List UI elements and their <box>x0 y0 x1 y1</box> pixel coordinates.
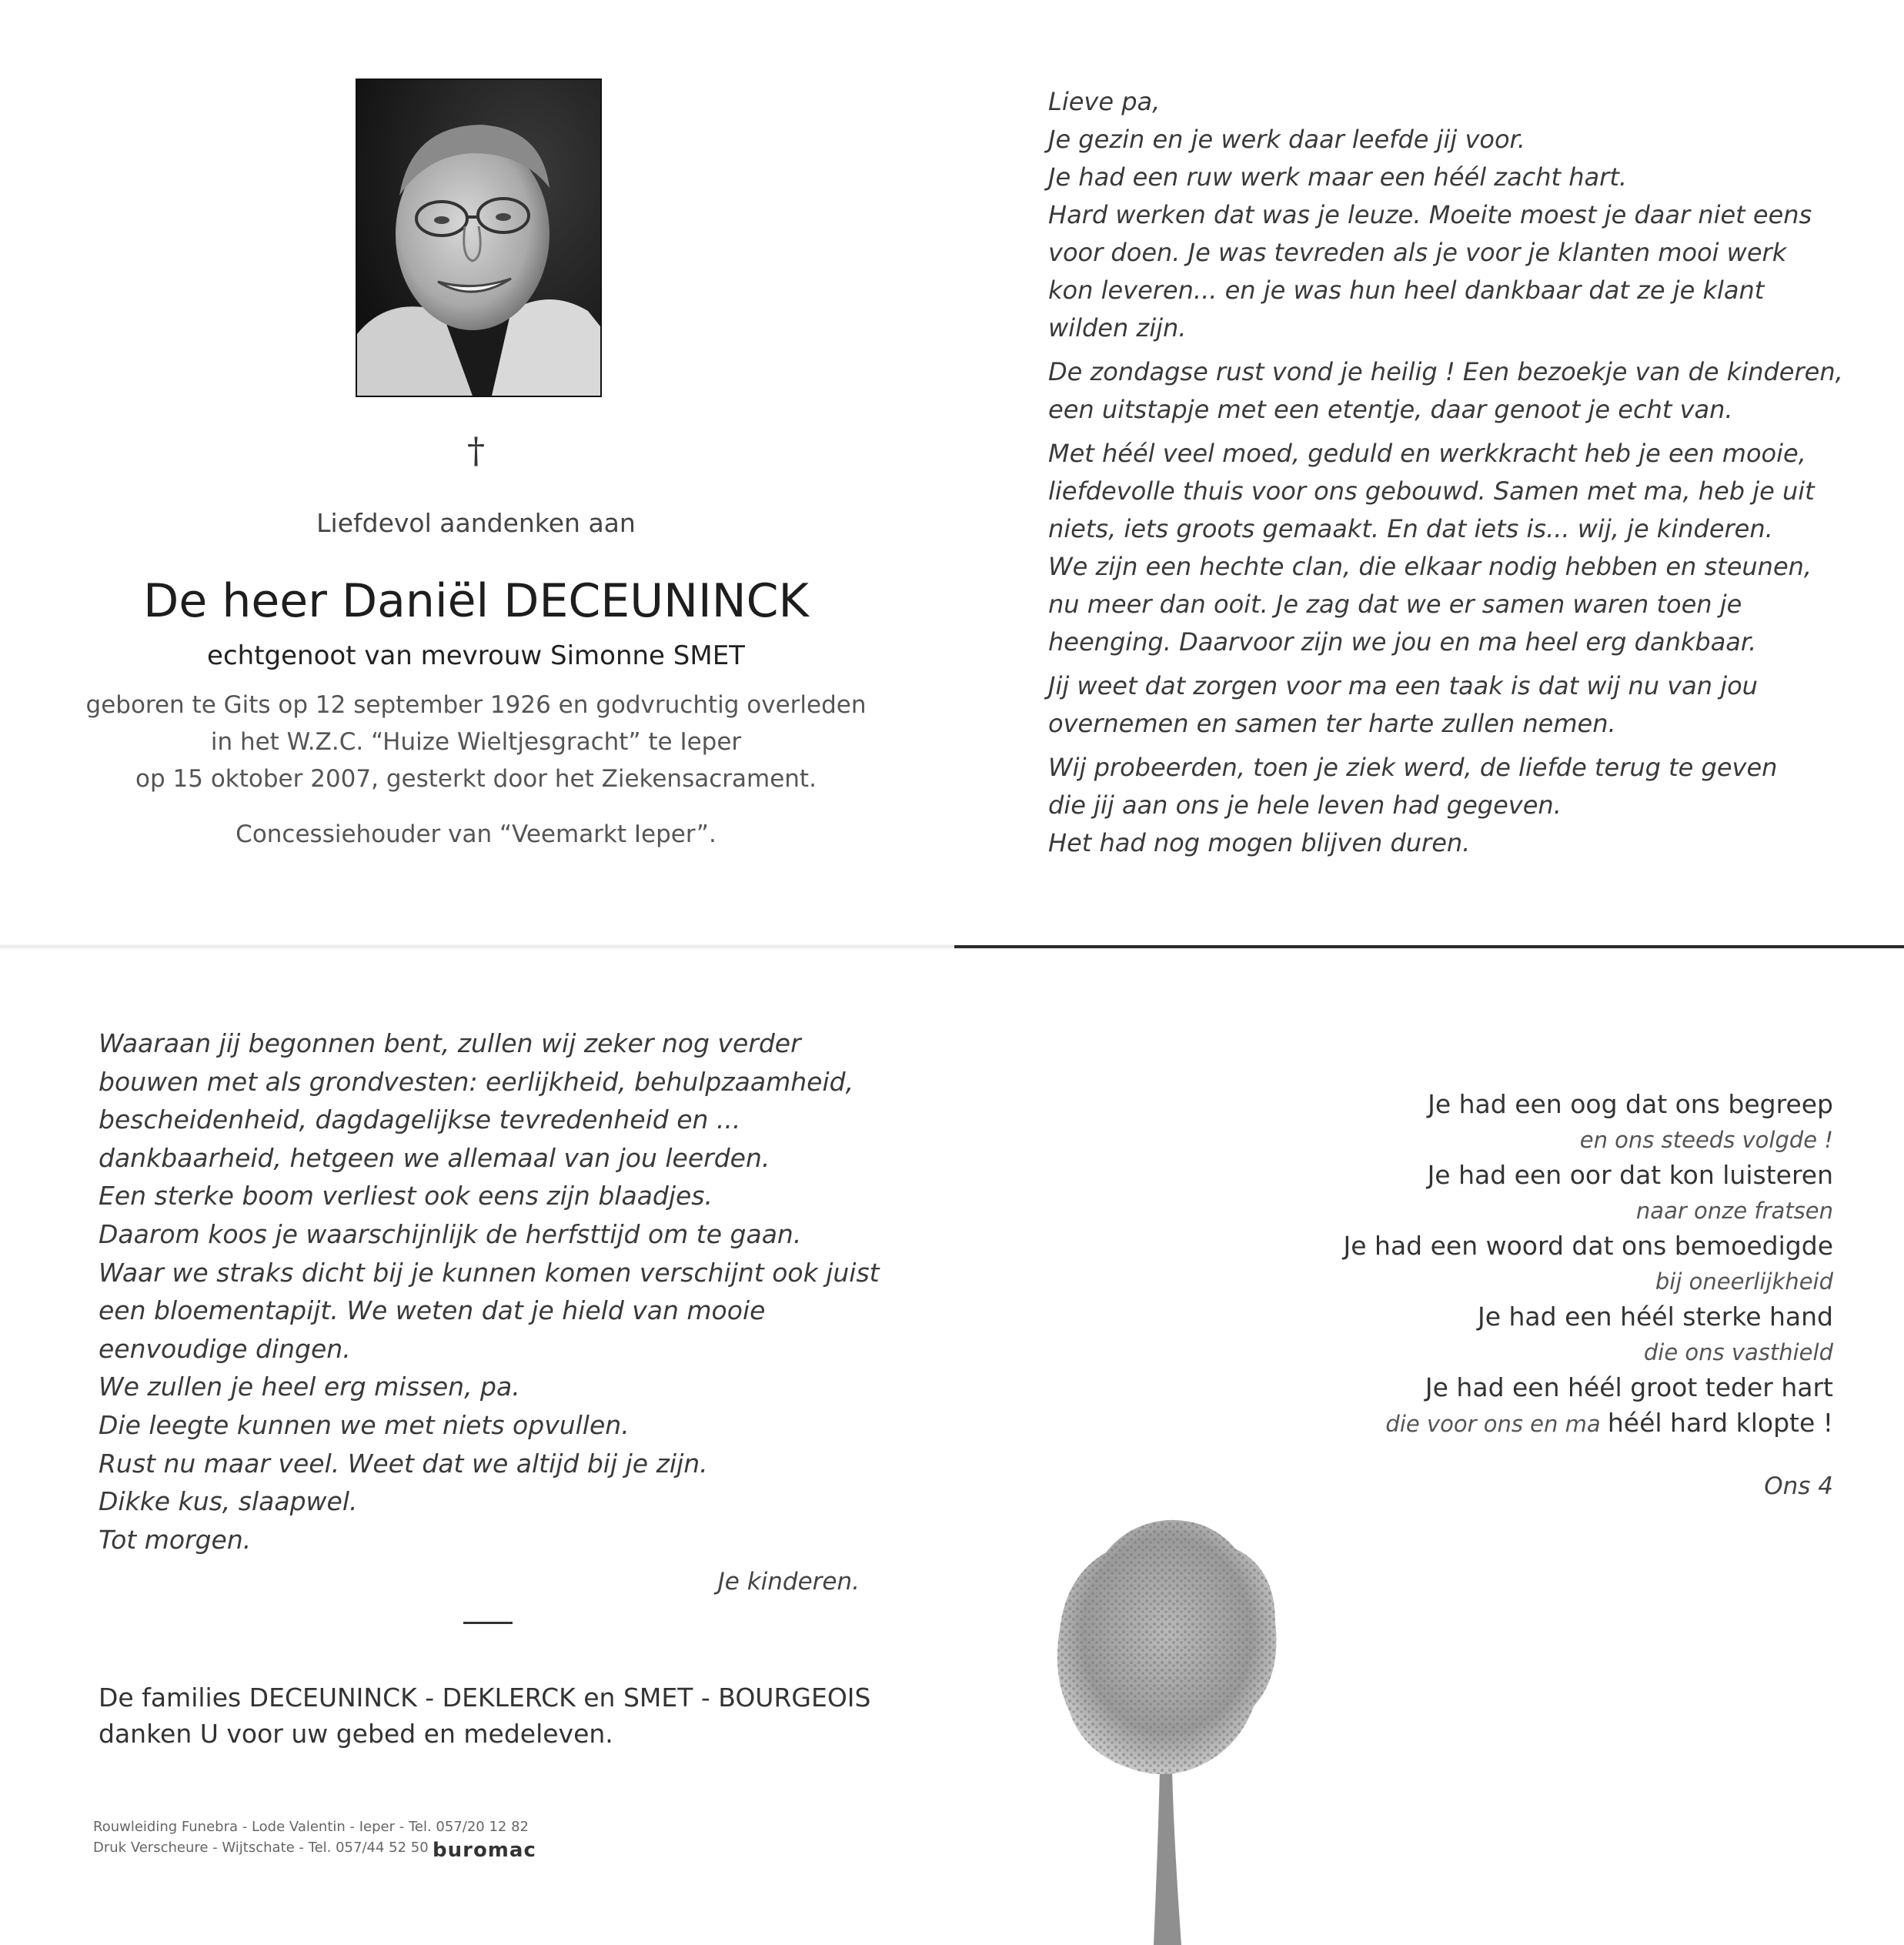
family-thanks <box>99 1679 870 1752</box>
farewell-text <box>99 1024 880 1559</box>
verse-subline: naar onze fratsen <box>1635 1198 1833 1224</box>
farewell-panel <box>0 952 952 1895</box>
letter-line: nu meer dan ooit. Je zag dat we er samen waren toen je <box>1048 590 1742 619</box>
biography <box>46 687 906 797</box>
farewell-line: Waaraan jij begonnen bent, zullen wij zeker nog verder <box>99 1028 801 1058</box>
verse-line: Je had een héél sterke hand <box>1477 1302 1833 1332</box>
verse-panel <box>952 952 1904 1895</box>
credit-line: Druk Verscheure - Wijtschate - Tel. 057/44 52 50 <box>93 1840 429 1856</box>
verse-text <box>1344 1087 1834 1442</box>
thanks-line: danken U voor uw gebed en medeleven. <box>99 1719 613 1749</box>
portrait-image <box>357 80 600 396</box>
verse-subline: bij oneerlijkheid <box>1655 1268 1833 1295</box>
letter-line: Hard werken dat was je leuze. Moeite moest je daar niet eens <box>1048 200 1812 229</box>
tree-icon <box>1052 1514 1283 1945</box>
bio-line: in het W.Z.C. “Huize Wieltjesgracht” te Ieper <box>210 728 742 756</box>
deceased-name <box>46 574 906 628</box>
verse-line: Je had een héél groot teder hart <box>1425 1372 1833 1402</box>
name-surname: DECEUNINCK <box>503 574 809 628</box>
letter-line: Je gezin en je werk daar leefde jij voor. <box>1048 125 1525 154</box>
verse-signature: Ons 4 <box>1764 1472 1833 1500</box>
credit-line: Rouwleiding Funebra - Lode Valentin - Ieper - Tel. 057/20 12 82 <box>93 1819 529 1835</box>
letter-line: We zijn een hechte clan, die elkaar nodig hebben en steunen, <box>1048 552 1812 581</box>
verse-subline <box>1344 1405 1834 1442</box>
letter-line: heenging. Daarvoor zijn we jou en ma heel erg dankbaar. <box>1048 627 1757 657</box>
fold-edge-line <box>954 945 1904 948</box>
farewell-line: eenvoudige dingen. <box>99 1333 351 1364</box>
letter-line: Lieve pa, <box>1048 87 1161 116</box>
spouse-line: echtgenoot van mevrouw Simonne SMET <box>207 640 745 671</box>
farewell-line: Waar we straks dicht bij je kunnen komen verschijnt ook juist <box>99 1257 880 1288</box>
thanks-line: De families DECEUNINCK - DEKLERCK en SMET - BOURGEOIS <box>99 1683 871 1713</box>
letter-line: een uitstapje met een etentje, daar genoot je echt van. <box>1048 395 1733 424</box>
verse-line: Je had een oor dat kon luisteren <box>1427 1160 1833 1190</box>
farewell-line: bouwen met als grondvesten: eerlijkheid, behulpzaamheid, <box>99 1066 854 1097</box>
farewell-line: Daarom koos je waarschijnlijk de herfsttijd om te gaan. <box>99 1218 802 1249</box>
farewell-line: Rust nu maar veel. Weet dat we altijd bij je zijn. <box>99 1448 708 1479</box>
farewell-line: Dikke kus, slaapwel. <box>99 1486 358 1517</box>
letter-line: voor doen. Je was tevreden als je voor je klanten mooi werk <box>1048 238 1787 267</box>
farewell-line: dankbaarheid, hetgeen we allemaal van jou leerden. <box>99 1142 770 1173</box>
letter-line: kon leveren... en je was hun heel dankbaar dat ze je klant <box>1048 276 1765 305</box>
memory-heading: Liefdevol aandenken aan <box>316 508 636 538</box>
farewell-line: bescheidenheid, dagdagelijkse tevredenheid en ... <box>99 1105 741 1135</box>
letter-text <box>1048 83 1843 862</box>
letter-line: liefdevolle thuis voor ons gebouwd. Samen met ma, heb je uit <box>1048 476 1815 506</box>
letter-line: De zondagse rust vond je heilig ! Een bezoekje van de kinderen, <box>1048 357 1843 386</box>
verse-subline-plain: héél hard klopte ! <box>1607 1408 1833 1438</box>
letter-line: overnemen en samen ter harte zullen nemen. <box>1048 709 1616 738</box>
separator-dash <box>463 1622 513 1624</box>
farewell-line: Die leegte kunnen we met niets opvullen. <box>99 1409 630 1440</box>
letter-line: die jij aan ons je hele leven had gegeven. <box>1048 790 1562 820</box>
letter-panel <box>952 0 1904 943</box>
letter-line: niets, iets groots gemaakt. En dat iets is... wij, je kinderen. <box>1048 514 1773 543</box>
verse-line: Je had een woord dat ons bemoedigde <box>1343 1231 1833 1261</box>
bio-line: geboren te Gits op 12 september 1926 en godvruchtig overleden <box>85 691 867 719</box>
bio-line: op 15 oktober 2007, gesterkt door het Ziekensacrament. <box>135 765 817 793</box>
farewell-line: Een sterke boom verliest ook eens zijn blaadjes. <box>99 1181 713 1211</box>
verse-subline: die ons vasthield <box>1643 1339 1833 1365</box>
farewell-line: We zullen je heel erg missen, pa. <box>99 1372 520 1402</box>
front-panel <box>0 0 952 943</box>
verse-subline-italic: die voor ons en ma <box>1385 1411 1608 1437</box>
verse-line: Je had een oog dat ons begreep <box>1428 1089 1833 1119</box>
printer-brand-logo: buromac <box>433 1839 536 1862</box>
letter-line: wilden zijn. <box>1048 313 1187 343</box>
portrait-photo <box>356 79 602 397</box>
verse-subline: en ons steeds volgde ! <box>1579 1127 1833 1153</box>
farewell-signature: Je kinderen. <box>717 1568 860 1596</box>
letter-line: Jij weet dat zorgen voor ma een taak is dat wij nu van jou <box>1048 671 1758 700</box>
farewell-line: Tot morgen. <box>99 1524 252 1555</box>
letter-line: Het had nog mogen blijven duren. <box>1048 828 1471 857</box>
name-prefix: De heer Daniël <box>143 574 504 628</box>
letter-line: Met héél veel moed, geduld en werkkracht heb je een mooie, <box>1048 439 1806 468</box>
farewell-line: een bloementapijt. We weten dat je hield van mooie <box>99 1295 766 1326</box>
cross-symbol: † <box>467 429 485 471</box>
letter-line: Je had een ruw werk maar een héél zacht hart. <box>1048 162 1628 192</box>
concession-line: Concessiehouder van “Veemarkt Ieper”. <box>235 820 717 848</box>
letter-line: Wij probeerden, toen je ziek werd, de liefde terug te geven <box>1048 753 1778 782</box>
